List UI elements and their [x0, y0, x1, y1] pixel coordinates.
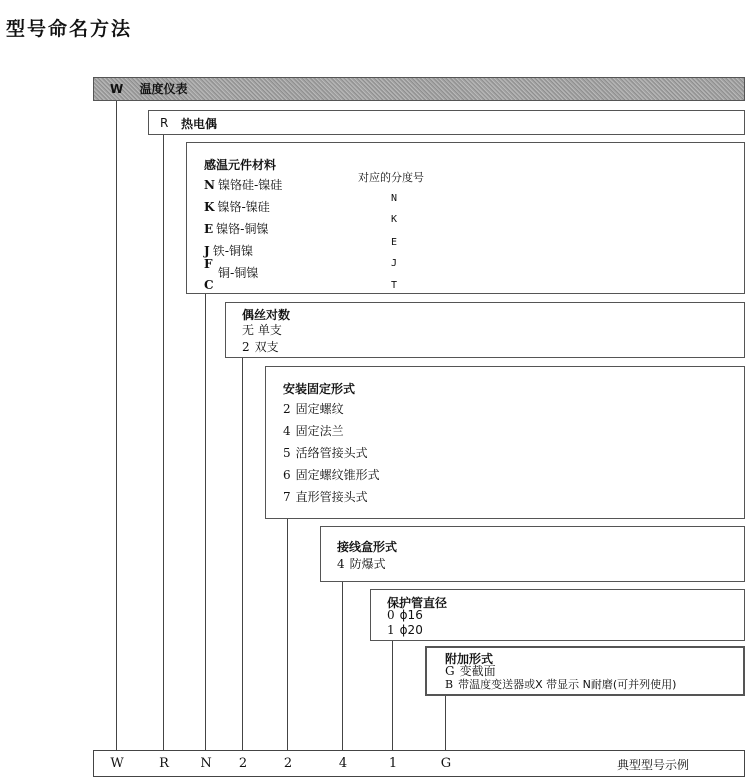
header-label: 温度仪表: [139, 82, 188, 96]
mounting-item: [283, 398, 344, 420]
mounting-name: 固定螺纹锥形式: [295, 468, 380, 482]
example-label: 典型型号示例: [616, 758, 689, 772]
example-code: W: [110, 756, 124, 771]
material-item: [204, 196, 270, 218]
level1-code: R: [160, 116, 169, 130]
connector-line: [116, 101, 117, 750]
connector-line: [163, 135, 164, 750]
material-index: J: [391, 258, 398, 269]
material-item: [204, 218, 269, 240]
connector-line: [342, 582, 343, 750]
mounting-name: 固定螺纹: [295, 402, 344, 416]
extra-name: 带温度变送器或X 带显示 N耐磨(可并列使用): [458, 678, 677, 691]
material-index: E: [391, 237, 398, 248]
diameter-name: ϕ20: [399, 623, 423, 637]
material-name: 镍铬-铜镍: [216, 222, 269, 236]
material-index-heading: 对应的分度号: [358, 171, 424, 184]
example-code: R: [159, 756, 169, 771]
extra-box: [425, 646, 745, 696]
connector-line: [242, 358, 243, 750]
mounting-code: 5: [283, 446, 291, 460]
material-item: [218, 262, 258, 284]
level1-box: [148, 110, 745, 135]
material-name: 铜-铜镍: [218, 266, 259, 280]
mounting-code: 6: [283, 468, 291, 482]
example-code: 4: [338, 756, 348, 771]
mounting-code: 2: [283, 402, 291, 416]
extra-name: 变截面: [459, 664, 496, 678]
header-bar: [93, 77, 745, 101]
material-item: [204, 253, 216, 275]
pairs-code: 2: [242, 340, 250, 354]
junction-heading: 接线盒形式: [337, 540, 398, 554]
connector-line: [205, 294, 206, 750]
example-code: 2: [238, 756, 248, 771]
connector-line: [392, 641, 393, 750]
page-title: 型号命名方法: [6, 18, 133, 40]
example-code: N: [200, 756, 212, 771]
material-code: E: [204, 222, 214, 236]
pairs-name: 双支: [254, 340, 279, 354]
material-heading: 感温元件材料: [204, 158, 277, 172]
pairs-item: [242, 340, 279, 354]
mounting-name: 活络管接头式: [295, 446, 368, 460]
material-code: C: [204, 278, 214, 292]
example-code: 1: [388, 756, 398, 771]
pairs-heading: 偶丝对数: [242, 308, 291, 322]
material-code: K: [204, 200, 215, 214]
extra-code: G: [445, 664, 455, 678]
material-box: [186, 142, 745, 294]
header-code: W: [110, 82, 124, 96]
example-code: G: [440, 756, 452, 771]
extra-heading: 附加形式: [445, 652, 494, 666]
level1-label: 热电偶: [181, 117, 218, 131]
material-name: 铁-铜镍: [212, 244, 254, 258]
junction-box: [320, 526, 745, 582]
mounting-heading: 安装固定形式: [283, 382, 356, 396]
diameter-code: 0: [387, 608, 395, 622]
material-index: K: [391, 214, 398, 225]
material-code: N: [204, 178, 215, 192]
diameter-item: [387, 619, 423, 641]
example-code: 2: [283, 756, 293, 771]
mounting-name: 直形管接头式: [295, 490, 368, 504]
extra-item: [445, 674, 676, 696]
junction-name: 防爆式: [349, 557, 386, 571]
mounting-item: [283, 420, 344, 442]
diameter-heading: 保护管直径: [387, 596, 448, 610]
example-bar: [93, 750, 745, 777]
material-item: [204, 174, 282, 196]
junction-code: 4: [337, 557, 345, 571]
connector-line: [445, 696, 446, 750]
mounting-code: 7: [283, 490, 291, 504]
diameter-code: 1: [387, 623, 395, 637]
material-code: J: [204, 244, 210, 258]
mounting-box: [265, 366, 745, 519]
pairs-box: [225, 302, 745, 358]
mounting-item: [283, 442, 368, 464]
extra-code: B: [445, 678, 454, 691]
pairs-name: 无 单支: [242, 323, 282, 337]
pairs-item: [242, 319, 282, 341]
material-index: N: [391, 193, 398, 204]
mounting-item: [283, 464, 380, 486]
material-code: F: [204, 257, 213, 271]
mounting-code: 4: [283, 424, 291, 438]
mounting-item: [283, 486, 368, 508]
mounting-name: 固定法兰: [295, 424, 344, 438]
diameter-box: [370, 589, 745, 641]
connector-line: [287, 519, 288, 750]
material-name: 镍铬-镍硅: [217, 200, 270, 214]
material-name: 镍铬硅-镍硅: [217, 178, 283, 192]
junction-item: [337, 553, 386, 575]
material-item: [204, 274, 217, 296]
material-index: T: [391, 280, 398, 291]
diameter-name: ϕ16: [399, 608, 423, 622]
